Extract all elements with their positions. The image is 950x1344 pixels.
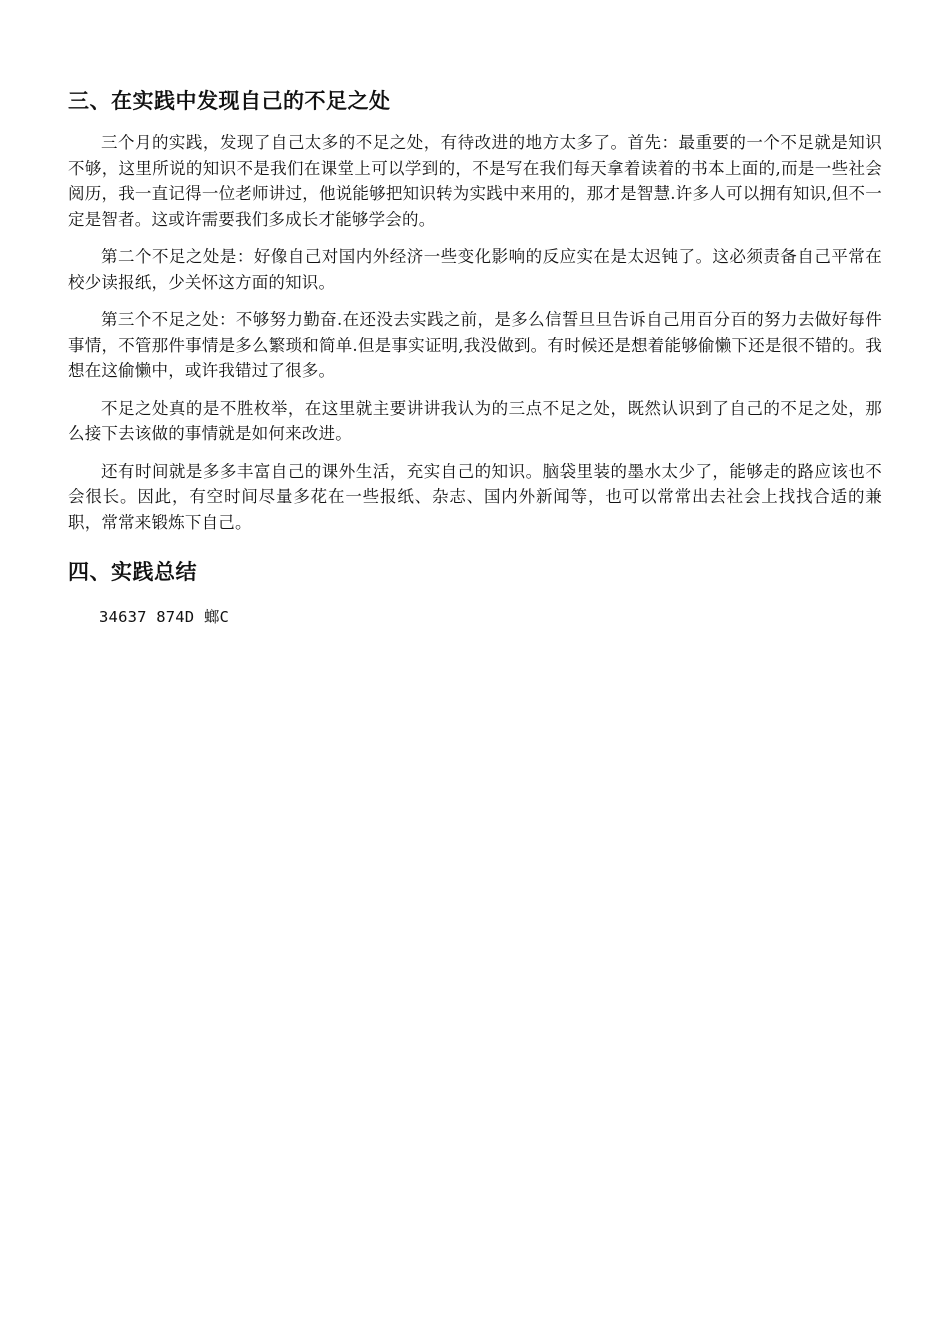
section-heading: 三、在实践中发现自己的不足之处 <box>68 89 391 113</box>
section-body <box>68 605 882 631</box>
section-heading: 四、实践总结 <box>68 560 197 584</box>
body-paragraph: 三个月的实践，发现了自己太多的不足之处，有待改进的地方太多了。首先：最重要的一个不足就是知识不够，这里所说的知识不是我们在课堂上可以学到的，不是写在我们每天拿着读着的书本上面的,而是一些社会阅历，我一直记得一位老师讲过，他说能够把知识转为实践中来用的，那才是智慧.许多人可以拥有知识,但不一定是智者。这或许需要我们多成长才能够学会的。 <box>68 133 882 229</box>
body-paragraph: 第二个不足之处是：好像自己对国内外经济一些变化影响的反应实在是太迟钝了。这必须责备自己平常在校少读报纸，少关怀这方面的知识。 <box>68 247 882 292</box>
body-paragraph: 还有时间就是多多丰富自己的课外生活，充实自己的知识。脑袋里装的墨水太少了，能够走的路应该也不会很长。因此，有空时间尽量多花在一些报纸、杂志、国内外新闻等，也可以常常出去社会上找找合适的兼职，常常来锻炼下自己。 <box>68 461 882 532</box>
body-paragraph: 不足之处真的是不胜枚举，在这里就主要讲讲我认为的三点不足之处，既然认识到了自己的不足之处，那么接下去该做的事情就是如何来改进。 <box>68 398 882 443</box>
body-paragraph: 34637 874D 螂C <box>99 608 230 626</box>
section-summary <box>68 557 882 631</box>
body-paragraph: 第三个不足之处：不够努力勤奋.在还没去实践之前，是多么信誓旦旦告诉自己用百分百的努力去做好每件事情，不管那件事情是多么繁琐和简单.但是事实证明,我没做到。有时候还是想着能够偷懒下还是很不错的。我想在这偷懒中，或许我错过了很多。 <box>68 310 882 380</box>
section-body <box>68 130 882 535</box>
section-shortcomings <box>68 86 882 535</box>
